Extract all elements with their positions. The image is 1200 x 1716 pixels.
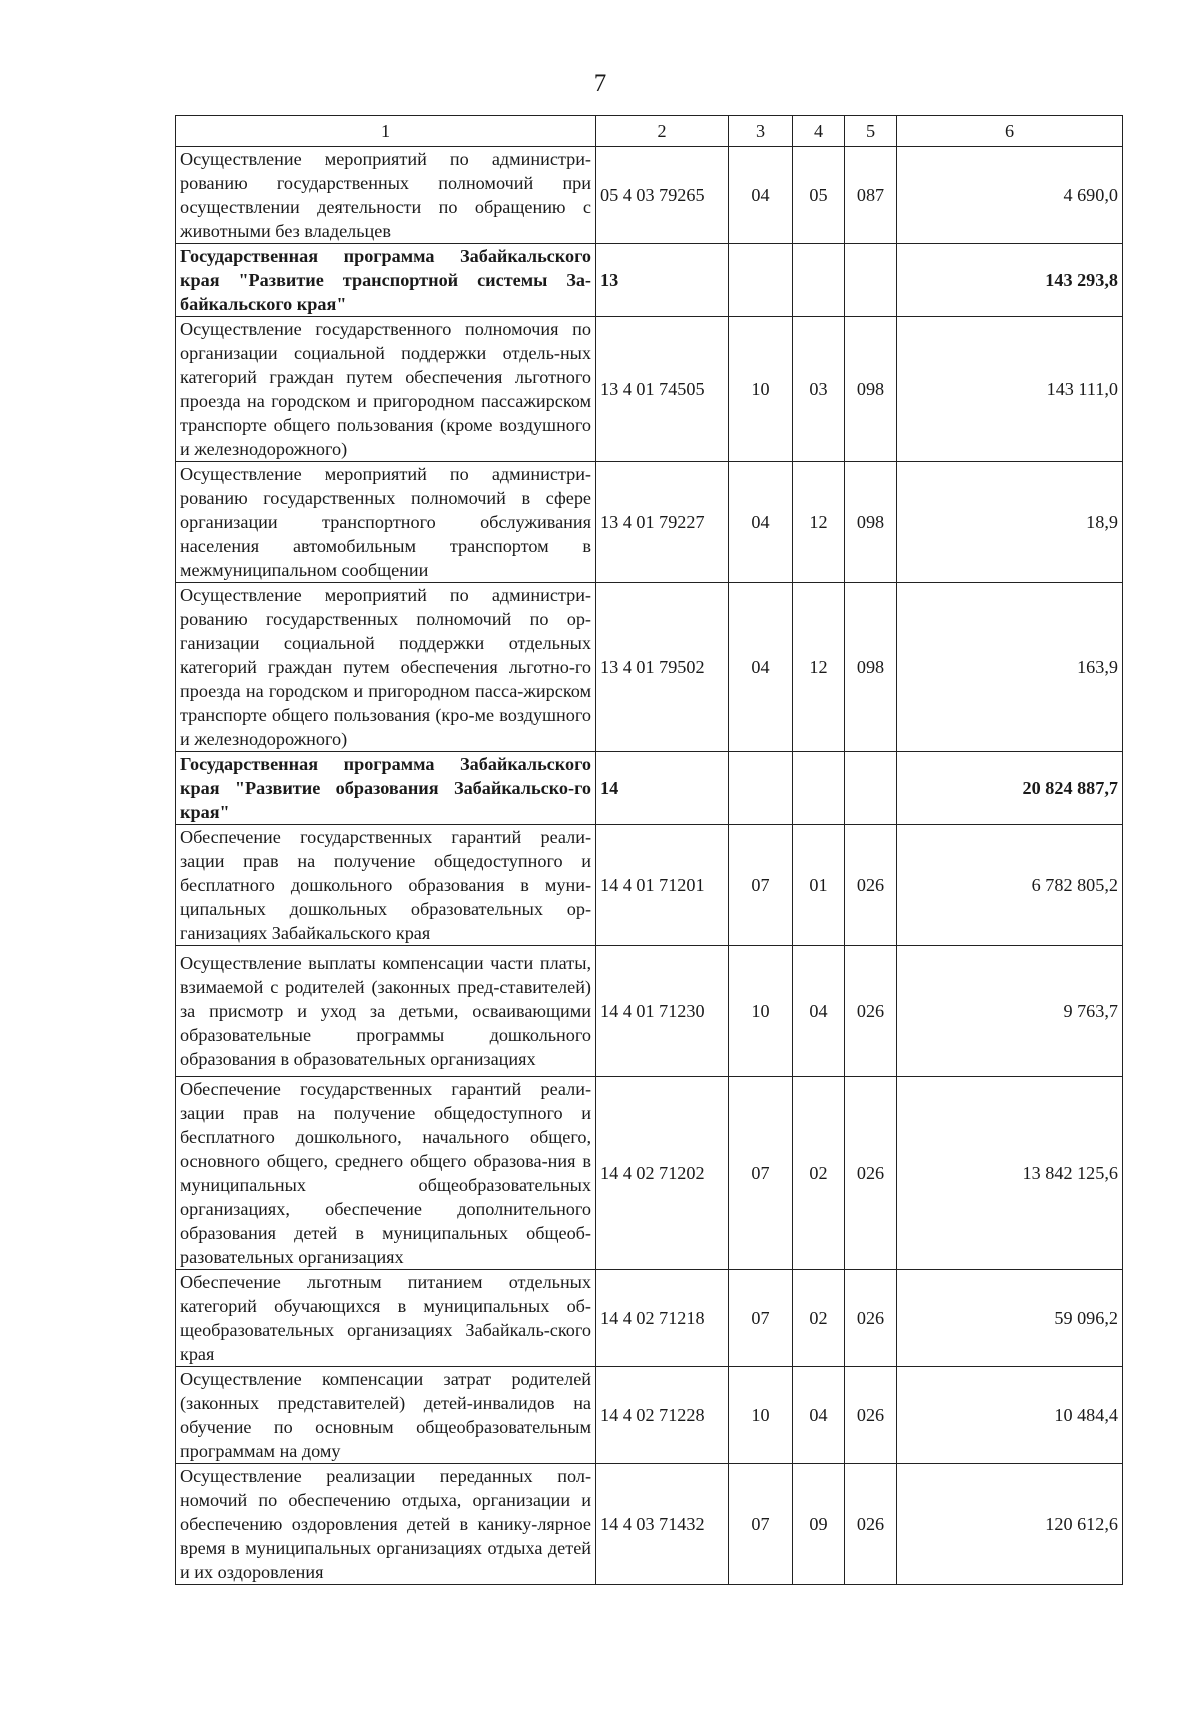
table-row [176, 1367, 1123, 1464]
table-row [176, 1464, 1123, 1585]
row-expense-type: 026 [845, 1367, 897, 1464]
row-section: 04 [729, 583, 793, 752]
row-description: Осуществление мероприятий по администри-рованию государственных полномочий в сфере организации транспортного обслуживания населения автомобильным транспортом в межмуниципальном сообщении [176, 462, 596, 583]
column-header: 4 [793, 116, 845, 147]
table-row [176, 583, 1123, 752]
row-amount: 10 484,4 [897, 1367, 1123, 1464]
row-section: 07 [729, 1464, 793, 1585]
row-subsection: 12 [793, 462, 845, 583]
row-subsection: 09 [793, 1464, 845, 1585]
program-row [176, 752, 1123, 825]
row-amount: 120 612,6 [897, 1464, 1123, 1585]
column-header: 2 [596, 116, 729, 147]
row-subsection [793, 752, 845, 825]
row-description: Осуществление государственного полномочия по организации социальной поддержки отдель-ных категорий граждан путем обеспечения льготного проезда на городском и пригородном пассажирском транспорте общего пользования (кроме воздушного и железнодорожного) [176, 317, 596, 462]
column-header: 3 [729, 116, 793, 147]
table-header-row [176, 116, 1123, 147]
row-expense-type: 026 [845, 825, 897, 946]
row-expense-type [845, 752, 897, 825]
row-amount: 9 763,7 [897, 946, 1123, 1077]
row-section [729, 752, 793, 825]
row-description: Государственная программа Забайкальского края "Развитие транспортной системы За-байкальского края" [176, 244, 596, 317]
row-subsection: 04 [793, 1367, 845, 1464]
row-section [729, 244, 793, 317]
row-amount: 13 842 125,6 [897, 1077, 1123, 1270]
table-body [176, 147, 1123, 1585]
row-section: 10 [729, 317, 793, 462]
row-description: Осуществление компенсации затрат родителей (законных представителей) детей-инвалидов на обучение по основным общеобразовательным программам на дому [176, 1367, 596, 1464]
row-section: 07 [729, 1077, 793, 1270]
row-description: Обеспечение льготным питанием отдельных категорий обучающихся в муниципальных об-щеобразовательных организациях Забайкаль-ского края [176, 1270, 596, 1367]
row-description: Обеспечение государственных гарантий реали-зации прав на получение общедоступного и бесплатного дошкольного, начального общего, основного общего, среднего общего образова-ния в муниципальных общеобразовательных организациях, обеспечение дополнительного образования детей в муниципальных общеоб-разовательных организациях [176, 1077, 596, 1270]
row-subsection: 12 [793, 583, 845, 752]
row-expense-type: 087 [845, 147, 897, 244]
row-subsection: 01 [793, 825, 845, 946]
row-amount: 4 690,0 [897, 147, 1123, 244]
row-section: 04 [729, 462, 793, 583]
row-code: 13 [596, 244, 729, 317]
row-description: Обеспечение государственных гарантий реали-зации прав на получение общедоступного и бесплатного дошкольного образования в муни-ципальных дошкольных образовательных ор-ганизациях Забайкальского края [176, 825, 596, 946]
row-subsection: 05 [793, 147, 845, 244]
row-expense-type: 026 [845, 1270, 897, 1367]
column-header: 1 [176, 116, 596, 147]
table-row [176, 825, 1123, 946]
row-code: 14 4 01 71230 [596, 946, 729, 1077]
row-description: Государственная программа Забайкальского края "Развитие образования Забайкальско-го края" [176, 752, 596, 825]
table-row [176, 147, 1123, 244]
table-row [176, 317, 1123, 462]
row-code: 14 4 02 71202 [596, 1077, 729, 1270]
row-expense-type: 098 [845, 583, 897, 752]
row-subsection: 04 [793, 946, 845, 1077]
program-row [176, 244, 1123, 317]
budget-table [175, 115, 1123, 1585]
page-number: 7 [593, 70, 607, 97]
table-row [176, 1270, 1123, 1367]
row-code: 14 [596, 752, 729, 825]
column-header: 5 [845, 116, 897, 147]
row-amount: 59 096,2 [897, 1270, 1123, 1367]
row-expense-type [845, 244, 897, 317]
row-amount: 20 824 887,7 [897, 752, 1123, 825]
row-code: 14 4 02 71218 [596, 1270, 729, 1367]
row-expense-type: 026 [845, 1077, 897, 1270]
column-header: 6 [897, 116, 1123, 147]
row-amount: 143 293,8 [897, 244, 1123, 317]
row-amount: 143 111,0 [897, 317, 1123, 462]
row-amount: 18,9 [897, 462, 1123, 583]
row-code: 13 4 01 79227 [596, 462, 729, 583]
row-code: 14 4 03 71432 [596, 1464, 729, 1585]
row-code: 13 4 01 79502 [596, 583, 729, 752]
row-description: Осуществление мероприятий по администри-рованию государственных полномочий при осуществлении деятельности по обращению с животными без владельцев [176, 147, 596, 244]
row-amount: 6 782 805,2 [897, 825, 1123, 946]
row-description: Осуществление реализации переданных пол-номочий по обеспечению отдыха, организации и обеспечению оздоровления детей в канику-лярное время в муниципальных организациях отдыха детей и их оздоровления [176, 1464, 596, 1585]
row-description: Осуществление мероприятий по администри-рованию государственных полномочий по ор-ганизации социальной поддержки отдельных категорий граждан путем обеспечения льготно-го проезда на городском и пригородном пасса-жирском транспорте общего пользования (кро-ме воздушного и железнодорожного) [176, 583, 596, 752]
row-section: 04 [729, 147, 793, 244]
row-description: Осуществление выплаты компенсации части платы, взимаемой с родителей (законных пред-ставителей) за присмотр и уход за детьми, осваивающими образовательные программы дошкольного образования в образовательных организациях [176, 946, 596, 1077]
row-subsection: 02 [793, 1077, 845, 1270]
row-expense-type: 098 [845, 317, 897, 462]
row-section: 10 [729, 946, 793, 1077]
row-code: 05 4 03 79265 [596, 147, 729, 244]
table-row [176, 946, 1123, 1077]
row-subsection: 03 [793, 317, 845, 462]
row-expense-type: 026 [845, 1464, 897, 1585]
row-section: 07 [729, 825, 793, 946]
table-row [176, 1077, 1123, 1270]
row-section: 10 [729, 1367, 793, 1464]
row-subsection [793, 244, 845, 317]
table-row [176, 462, 1123, 583]
row-expense-type: 026 [845, 946, 897, 1077]
row-amount: 163,9 [897, 583, 1123, 752]
row-expense-type: 098 [845, 462, 897, 583]
row-code: 14 4 02 71228 [596, 1367, 729, 1464]
row-section: 07 [729, 1270, 793, 1367]
row-code: 13 4 01 74505 [596, 317, 729, 462]
row-subsection: 02 [793, 1270, 845, 1367]
row-code: 14 4 01 71201 [596, 825, 729, 946]
